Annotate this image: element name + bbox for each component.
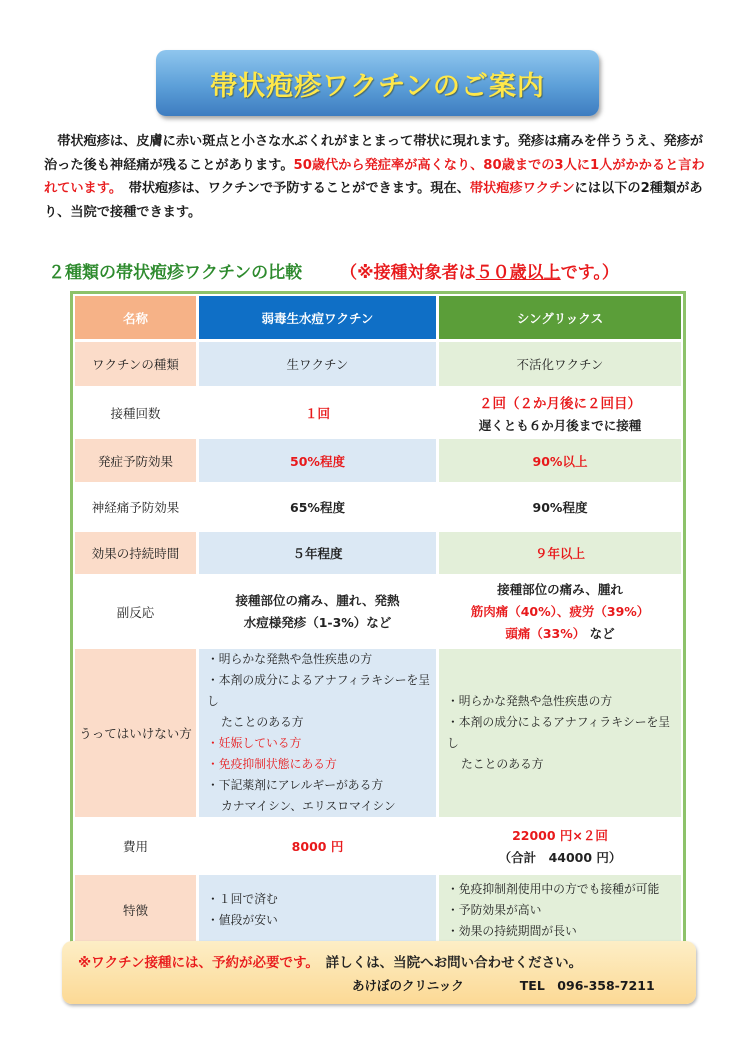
clinic-name: あけぼのクリニック — [352, 978, 464, 993]
intro-text-5: には以下の2種類があり、当院で接種できます。 — [44, 181, 703, 220]
contra-v1-list — [199, 649, 436, 817]
side-v2-headache: 頭痛（33%） — [505, 625, 586, 641]
intro-text-4: 帯状疱疹ワクチン — [469, 181, 575, 196]
cell-v1: １回 — [198, 388, 438, 438]
list-item: ・免疫抑制剤使用中の方でも接種が可能 — [447, 881, 660, 896]
side-v2-etc: など — [589, 625, 615, 641]
cell-v1 — [198, 874, 438, 947]
side-v1-line1: 接種部位の痛み、腫れ、発熱 — [235, 592, 400, 608]
clinic-tel: TEL 096-358-7211 — [519, 978, 655, 993]
cost-v2-line1: 22000 円×２回 — [512, 828, 608, 843]
list-item: ・明らかな発熱や急性疾患の方 — [447, 694, 613, 708]
row-label: ワクチンの種類 — [74, 341, 198, 388]
row-label: 副反応 — [74, 576, 198, 648]
comparison-table — [72, 293, 684, 948]
table-row — [74, 576, 683, 648]
list-item: たことのある方 — [221, 715, 304, 729]
table-row — [74, 484, 683, 531]
table-row — [74, 388, 683, 438]
contact-notice: 詳しくは、当院へお問い合わせください。 — [325, 955, 583, 971]
intro-paragraph — [44, 130, 708, 224]
table-row — [74, 531, 683, 576]
cell-v2 — [438, 648, 683, 819]
cell-v2: 90%以上 — [438, 438, 683, 484]
cell-v2 — [438, 874, 683, 947]
table-row — [74, 341, 683, 388]
cell-v1: ５年程度 — [198, 531, 438, 576]
doses-v2-line2: 遅くとも６か月後までに接種 — [478, 417, 642, 433]
list-item: ・値段が安い — [207, 913, 278, 927]
age-note — [340, 263, 619, 283]
contra-v2-list — [439, 691, 681, 775]
footer-box — [62, 941, 696, 1004]
footer-line1 — [78, 951, 582, 971]
side-v2-line2: 筋肉痛（40%）、疲労（39%） — [470, 603, 650, 619]
list-item: カナマイシン、エリスロマイシン — [221, 799, 396, 813]
row-label: 費用 — [74, 819, 198, 874]
title-banner — [156, 50, 599, 116]
compare-title: ２種類の帯状疱疹ワクチンの比較 — [48, 263, 303, 283]
cell-v2: 不活化ワクチン — [438, 341, 683, 388]
intro-text-3: 帯状疱疹は、ワクチンで予防することができます。現在、 — [128, 181, 470, 196]
page-title: 帯状疱疹ワクチンのご案内 — [210, 70, 545, 102]
row-label: 発症予防効果 — [74, 438, 198, 484]
cell-v1: 8000 円 — [198, 819, 438, 874]
table-row — [74, 438, 683, 484]
cell-v1: 生ワクチン — [198, 341, 438, 388]
row-label: うってはいけない方 — [74, 648, 198, 819]
list-item: ・明らかな発熱や急性疾患の方 — [207, 652, 373, 666]
side-v2-line3 — [439, 623, 681, 645]
header-vaccine-2: シングリックス — [438, 295, 683, 341]
age-note-prefix: （※接種対象者は — [340, 263, 476, 283]
cell-v1: 50%程度 — [198, 438, 438, 484]
features-v1-list — [199, 889, 436, 931]
cell-v2 — [438, 388, 683, 438]
table-row — [74, 874, 683, 947]
age-note-under: ５０歳以上 — [475, 263, 561, 283]
list-item: ・本剤の成分によるアナフィラキシーを呈し — [447, 715, 671, 750]
table-row — [74, 819, 683, 874]
cell-v2 — [438, 576, 683, 648]
row-label: 接種回数 — [74, 388, 198, 438]
table-header-row — [74, 295, 683, 341]
compare-heading — [48, 258, 718, 283]
list-item: ・下記薬剤にアレルギーがある方 — [207, 778, 384, 792]
doses-v2-line1: ２回（２か月後に２回目） — [479, 395, 641, 412]
cell-v2: 90%程度 — [438, 484, 683, 531]
header-vaccine-1: 弱毒生水痘ワクチン — [198, 295, 438, 341]
side-v1-line2: 水痘様発疹（1-3%）など — [243, 614, 392, 630]
cell-v2: ９年以上 — [438, 531, 683, 576]
header-name: 名称 — [74, 295, 198, 341]
reservation-notice: ※ワクチン接種には、予約が必要です。 — [78, 955, 313, 971]
list-item: ・効果の持続期間が長い — [447, 923, 577, 938]
list-item: たことのある方 — [461, 757, 544, 771]
age-note-suffix: です。） — [560, 263, 619, 283]
footer-line2 — [352, 976, 655, 994]
list-item: ・本剤の成分によるアナフィラキシーを呈し — [207, 673, 431, 708]
row-label: 効果の持続時間 — [74, 531, 198, 576]
intro-text-2: 50歳代から発症率が高くなり、80歳までの3人に1人がかかると言われています。 — [44, 157, 705, 196]
cost-v2-line2: （合計 44000 円） — [498, 850, 622, 865]
side-v2-line1: 接種部位の痛み、腫れ — [497, 581, 623, 597]
cell-v1 — [198, 576, 438, 648]
list-item: ・１回で済む — [207, 892, 278, 906]
features-v2-list — [439, 879, 681, 942]
table-row — [74, 648, 683, 819]
cell-v2 — [438, 819, 683, 874]
intro-text-1: 帯状疱疹は、皮膚に赤い斑点と小さな水ぶくれがまとまって帯状に現れます。発疹は痛みを伴ううえ、発疹が治った後も神経痛が残ることがあります。 — [44, 134, 704, 173]
cell-v1: 65%程度 — [198, 484, 438, 531]
cell-v1 — [198, 648, 438, 819]
list-item: ・免疫抑制状態にある方 — [207, 757, 337, 771]
row-label: 特徴 — [74, 874, 198, 947]
list-item: ・予防効果が高い — [447, 902, 542, 917]
row-label: 神経痛予防効果 — [74, 484, 198, 531]
list-item: ・妊娠している方 — [207, 736, 302, 750]
